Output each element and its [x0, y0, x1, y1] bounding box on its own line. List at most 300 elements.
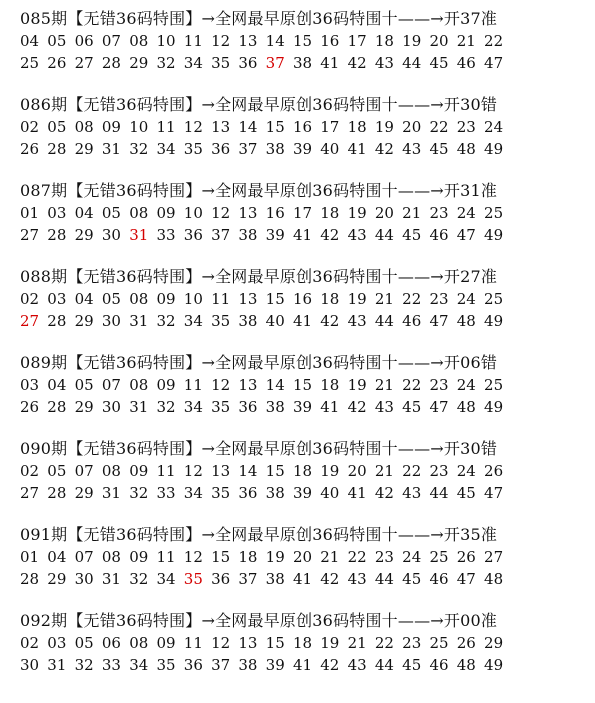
number: 14	[238, 118, 258, 136]
number: 43	[374, 54, 394, 72]
number: 34	[156, 140, 176, 158]
number: 10	[129, 118, 149, 136]
number: 27	[74, 54, 94, 72]
number: 34	[183, 484, 203, 502]
number: 30	[101, 398, 121, 416]
number: 44	[374, 656, 394, 674]
number: 41	[292, 570, 313, 588]
number: 09	[156, 634, 176, 652]
number: 13	[238, 634, 258, 652]
number: 49	[484, 226, 504, 244]
issue-header: 086期【无错36码特围】→全网最早原创36码特围十——→开30错	[20, 95, 498, 114]
number: 08	[101, 548, 121, 566]
number: 22	[402, 376, 422, 394]
number: 05	[47, 462, 67, 480]
number-row	[20, 482, 590, 504]
number: 28	[47, 484, 67, 502]
number: 32	[156, 54, 176, 72]
number: 17	[347, 32, 367, 50]
number: 29	[484, 634, 504, 652]
number: 09	[156, 204, 176, 222]
number: 18	[374, 32, 394, 50]
number: 39	[265, 226, 285, 244]
hit-number: 37	[265, 54, 285, 72]
number: 33	[156, 226, 176, 244]
number: 29	[74, 140, 94, 158]
number: 43	[402, 484, 422, 502]
issue-header: 088期【无错36码特围】→全网最早原创36码特围十——→开27准	[20, 267, 498, 286]
number-row	[20, 460, 590, 482]
number: 47	[429, 398, 449, 416]
number: 11	[183, 634, 203, 652]
number: 04	[47, 548, 67, 566]
number: 35	[211, 484, 231, 502]
number: 11	[156, 462, 176, 480]
number: 15	[292, 32, 313, 50]
number: 05	[74, 376, 94, 394]
number: 41	[320, 398, 340, 416]
number: 13	[211, 462, 231, 480]
number: 21	[374, 376, 394, 394]
number: 19	[347, 290, 367, 308]
number: 16	[292, 290, 313, 308]
number: 48	[456, 656, 476, 674]
number: 36	[211, 570, 231, 588]
number: 47	[456, 570, 476, 588]
number: 14	[265, 376, 285, 394]
number: 30	[101, 226, 121, 244]
number: 36	[183, 226, 203, 244]
number: 28	[47, 226, 67, 244]
number: 19	[347, 376, 367, 394]
number: 29	[74, 312, 94, 330]
number: 12	[211, 32, 231, 50]
number: 14	[265, 32, 285, 50]
number: 39	[292, 484, 313, 502]
number: 23	[429, 204, 449, 222]
number: 23	[429, 290, 449, 308]
number: 44	[374, 226, 394, 244]
number: 48	[456, 140, 476, 158]
number: 43	[347, 656, 367, 674]
number: 28	[101, 54, 121, 72]
number: 08	[101, 462, 121, 480]
number: 38	[238, 656, 258, 674]
issue-header: 090期【无错36码特围】→全网最早原创36码特围十——→开30错	[20, 439, 498, 458]
number: 38	[265, 140, 285, 158]
hit-number: 27	[20, 312, 40, 330]
number: 23	[374, 548, 394, 566]
number: 24	[484, 118, 504, 136]
prediction-list	[20, 8, 590, 696]
number: 26	[47, 54, 67, 72]
number: 16	[265, 204, 285, 222]
number: 22	[402, 462, 422, 480]
hit-number: 35	[183, 570, 203, 588]
number: 45	[456, 484, 476, 502]
number: 32	[129, 140, 149, 158]
number: 05	[47, 118, 67, 136]
number: 13	[238, 32, 258, 50]
number: 33	[156, 484, 176, 502]
number: 05	[101, 290, 121, 308]
number: 43	[402, 140, 422, 158]
number: 42	[374, 140, 394, 158]
number: 32	[129, 484, 149, 502]
number: 27	[484, 548, 504, 566]
number: 48	[456, 312, 476, 330]
number: 45	[402, 398, 422, 416]
number: 22	[402, 290, 422, 308]
number-row	[20, 202, 590, 224]
issue-block	[20, 610, 590, 696]
number: 15	[292, 376, 313, 394]
number: 04	[47, 376, 67, 394]
number: 11	[156, 118, 176, 136]
number: 20	[374, 204, 394, 222]
number: 17	[292, 204, 313, 222]
number: 19	[347, 204, 367, 222]
issue-header: 089期【无错36码特围】→全网最早原创36码特围十——→开06错	[20, 353, 498, 372]
number: 08	[129, 290, 149, 308]
number: 16	[292, 118, 313, 136]
number: 44	[429, 484, 449, 502]
number: 25	[484, 290, 504, 308]
number: 25	[484, 376, 504, 394]
number: 10	[183, 204, 203, 222]
number: 18	[320, 376, 340, 394]
number: 43	[374, 398, 394, 416]
number: 17	[320, 118, 340, 136]
number: 19	[320, 634, 340, 652]
number: 20	[292, 548, 313, 566]
number: 43	[347, 570, 367, 588]
number: 46	[402, 312, 422, 330]
number: 29	[74, 484, 94, 502]
number: 08	[129, 376, 149, 394]
number: 43	[347, 226, 367, 244]
number: 22	[429, 118, 449, 136]
number: 22	[347, 548, 367, 566]
number: 15	[265, 634, 285, 652]
number: 08	[74, 118, 94, 136]
number: 25	[484, 204, 504, 222]
number: 23	[429, 376, 449, 394]
number: 08	[129, 634, 149, 652]
number: 34	[129, 656, 149, 674]
number: 42	[320, 312, 340, 330]
number: 34	[156, 570, 176, 588]
number: 18	[292, 462, 313, 480]
issue-block	[20, 266, 590, 352]
number: 33	[101, 656, 121, 674]
number: 15	[265, 290, 285, 308]
number: 44	[374, 570, 394, 588]
number: 12	[183, 462, 203, 480]
number: 32	[156, 312, 176, 330]
number: 12	[183, 548, 203, 566]
number: 36	[238, 484, 258, 502]
number: 13	[238, 204, 258, 222]
number-row	[20, 138, 590, 160]
number: 11	[211, 290, 231, 308]
number: 41	[347, 484, 367, 502]
number: 38	[238, 312, 258, 330]
number: 21	[374, 462, 394, 480]
number: 03	[47, 204, 67, 222]
number: 11	[183, 376, 203, 394]
number: 39	[292, 140, 313, 158]
number: 09	[129, 462, 149, 480]
number: 44	[402, 54, 422, 72]
number: 23	[456, 118, 476, 136]
number-row	[20, 288, 590, 310]
number: 34	[183, 398, 203, 416]
number: 32	[129, 570, 149, 588]
number-row	[20, 224, 590, 246]
number-row	[20, 310, 590, 332]
number: 03	[47, 290, 67, 308]
issue-header: 087期【无错36码特围】→全网最早原创36码特围十——→开31准	[20, 181, 498, 200]
number: 45	[402, 656, 422, 674]
issue-block	[20, 524, 590, 610]
number: 15	[265, 462, 285, 480]
number: 41	[292, 656, 313, 674]
number: 35	[183, 140, 203, 158]
number-row	[20, 546, 590, 568]
number: 13	[238, 290, 258, 308]
number: 28	[47, 398, 67, 416]
number: 36	[183, 656, 203, 674]
number: 15	[211, 548, 231, 566]
number: 03	[47, 634, 67, 652]
number: 27	[20, 484, 40, 502]
number: 26	[456, 634, 476, 652]
number: 28	[47, 140, 67, 158]
number-row	[20, 654, 590, 676]
number: 19	[402, 32, 422, 50]
number: 46	[429, 570, 449, 588]
number: 18	[238, 548, 258, 566]
number: 22	[374, 634, 394, 652]
issue-header: 092期【无错36码特围】→全网最早原创36码特围十——→开00准	[20, 611, 498, 630]
issue-block	[20, 352, 590, 438]
number: 29	[74, 398, 94, 416]
number: 12	[211, 634, 231, 652]
number: 25	[429, 548, 449, 566]
number: 12	[183, 118, 203, 136]
number: 09	[101, 118, 121, 136]
issue-block	[20, 180, 590, 266]
number: 37	[211, 656, 231, 674]
number: 25	[429, 634, 449, 652]
number: 01	[20, 204, 40, 222]
number: 41	[292, 312, 313, 330]
number-row	[20, 632, 590, 654]
number: 05	[47, 32, 67, 50]
number: 04	[20, 32, 40, 50]
issue-header: 091期【无错36码特围】→全网最早原创36码特围十——→开35准	[20, 525, 498, 544]
number: 43	[347, 312, 367, 330]
issue-block	[20, 438, 590, 524]
number: 05	[101, 204, 121, 222]
number: 38	[238, 226, 258, 244]
number: 10	[156, 32, 176, 50]
number: 01	[20, 548, 40, 566]
number: 35	[156, 656, 176, 674]
number: 11	[156, 548, 176, 566]
number: 08	[129, 32, 149, 50]
number-row	[20, 116, 590, 138]
number: 18	[347, 118, 367, 136]
number: 38	[265, 484, 285, 502]
number: 40	[320, 140, 340, 158]
number: 02	[20, 634, 40, 652]
number: 18	[320, 290, 340, 308]
number: 29	[129, 54, 149, 72]
number: 41	[292, 226, 313, 244]
number: 19	[265, 548, 285, 566]
number: 20	[429, 32, 449, 50]
number: 38	[265, 398, 285, 416]
number: 48	[484, 570, 504, 588]
number: 34	[183, 54, 203, 72]
number: 44	[374, 312, 394, 330]
number: 45	[402, 570, 422, 588]
number: 34	[183, 312, 203, 330]
number: 38	[292, 54, 313, 72]
number: 46	[429, 226, 449, 244]
number: 48	[456, 398, 476, 416]
number: 36	[238, 54, 258, 72]
number: 19	[320, 462, 340, 480]
number: 27	[20, 226, 40, 244]
number: 37	[238, 140, 258, 158]
number: 45	[402, 226, 422, 244]
number: 20	[347, 462, 367, 480]
number: 16	[320, 32, 340, 50]
number: 45	[429, 54, 449, 72]
number: 42	[320, 656, 340, 674]
number: 35	[211, 312, 231, 330]
number: 29	[74, 226, 94, 244]
number: 26	[456, 548, 476, 566]
number: 42	[374, 484, 394, 502]
issue-block	[20, 8, 590, 94]
number: 07	[74, 462, 94, 480]
number: 36	[211, 140, 231, 158]
number: 03	[20, 376, 40, 394]
number: 02	[20, 118, 40, 136]
number: 21	[402, 204, 422, 222]
number: 39	[265, 656, 285, 674]
number: 35	[211, 54, 231, 72]
number: 42	[320, 226, 340, 244]
number: 40	[320, 484, 340, 502]
number: 13	[211, 118, 231, 136]
number: 31	[129, 312, 149, 330]
number: 47	[429, 312, 449, 330]
number: 30	[74, 570, 94, 588]
number: 06	[101, 634, 121, 652]
number: 31	[101, 140, 121, 158]
number: 18	[320, 204, 340, 222]
number: 24	[456, 290, 476, 308]
number: 23	[402, 634, 422, 652]
number: 42	[347, 398, 367, 416]
number: 21	[347, 634, 367, 652]
issue-header: 085期【无错36码特围】→全网最早原创36码特围十——→开37准	[20, 9, 498, 28]
number: 21	[320, 548, 340, 566]
number: 47	[484, 54, 504, 72]
number: 24	[456, 376, 476, 394]
number: 46	[456, 54, 476, 72]
number: 28	[47, 312, 67, 330]
number: 21	[374, 290, 394, 308]
number: 26	[20, 140, 40, 158]
number: 04	[74, 290, 94, 308]
number: 47	[484, 484, 504, 502]
number: 30	[20, 656, 40, 674]
number: 49	[484, 140, 504, 158]
number-row	[20, 52, 590, 74]
number: 09	[156, 290, 176, 308]
number: 07	[74, 548, 94, 566]
number: 12	[211, 376, 231, 394]
number: 49	[484, 398, 504, 416]
number: 28	[20, 570, 40, 588]
number: 02	[20, 462, 40, 480]
number: 29	[47, 570, 67, 588]
number: 15	[265, 118, 285, 136]
number-row	[20, 568, 590, 590]
number: 23	[429, 462, 449, 480]
number: 26	[20, 398, 40, 416]
number: 31	[47, 656, 67, 674]
number: 37	[211, 226, 231, 244]
number: 07	[101, 32, 121, 50]
number: 46	[429, 656, 449, 674]
number: 41	[347, 140, 367, 158]
hit-number: 31	[129, 226, 149, 244]
issue-block	[20, 94, 590, 180]
number: 32	[74, 656, 94, 674]
number: 06	[74, 32, 94, 50]
number: 19	[374, 118, 394, 136]
number: 25	[20, 54, 40, 72]
number: 32	[156, 398, 176, 416]
number: 20	[402, 118, 422, 136]
number: 47	[456, 226, 476, 244]
number: 31	[101, 484, 121, 502]
number: 14	[238, 462, 258, 480]
number: 08	[129, 204, 149, 222]
number: 09	[156, 376, 176, 394]
number: 42	[320, 570, 340, 588]
number: 10	[183, 290, 203, 308]
number: 41	[320, 54, 340, 72]
number: 39	[292, 398, 313, 416]
number: 30	[101, 312, 121, 330]
number: 24	[456, 462, 476, 480]
number: 35	[211, 398, 231, 416]
number: 37	[238, 570, 258, 588]
number: 24	[456, 204, 476, 222]
number: 18	[292, 634, 313, 652]
number: 26	[484, 462, 504, 480]
number-row	[20, 30, 590, 52]
number: 04	[74, 204, 94, 222]
